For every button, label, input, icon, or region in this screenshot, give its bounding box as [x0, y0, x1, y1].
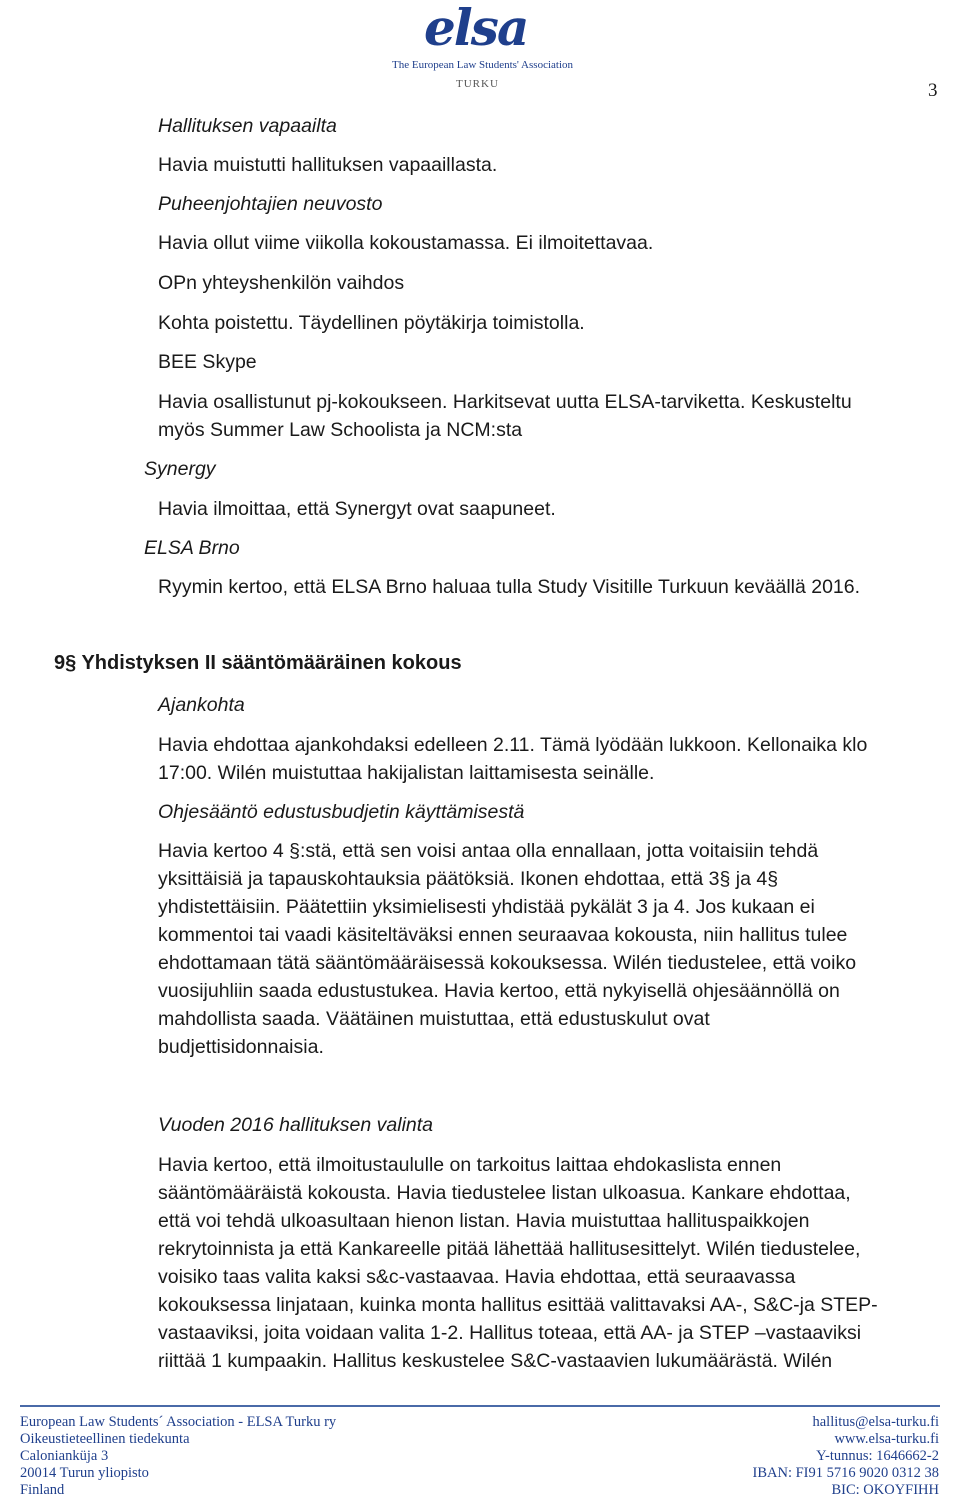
logo-subtitle: The European Law Students' Association — [392, 59, 574, 71]
footer-bic: BIC: OKOYFIHH — [831, 1482, 939, 1498]
heading-ajankohta: Ajankohta — [158, 694, 245, 716]
paragraph-bee-line-2: myös Summer Law Schoolista ja NCM:sta — [158, 419, 523, 441]
text-line: kokouksessa linjataan, kuinka monta hallitus esittää valittavaksi AA-, S&C-ja STEP- — [158, 1294, 878, 1316]
logo-wordmark: elsa — [424, 0, 528, 57]
heading-hallituksen-valinta: Vuoden 2016 hallituksen valinta — [158, 1114, 434, 1136]
paragraph-synergy: Havia ilmoittaa, että Synergyt ovat saapuneet. — [158, 498, 556, 520]
paragraph-brno: Ryymin kertoo, että ELSA Brno haluaa tulla Study Visitille Turkuun keväällä 2016. — [158, 576, 861, 598]
footer-iban: IBAN: FI91 5716 9020 0312 38 — [752, 1465, 939, 1481]
footer-postal: 20014 Turun yliopisto — [20, 1465, 149, 1481]
heading-synergy: Synergy — [144, 458, 216, 480]
footer-business-id: Y-tunnus: 1646662-2 — [816, 1448, 939, 1464]
paragraph-ajankohta-line-2: 17:00. Wilén muistuttaa hakijalistan laittamisesta seinälle. — [158, 762, 655, 784]
footer-faculty: Oikeustieteellinen tiedekunta — [20, 1431, 190, 1447]
elsa-logo — [392, 0, 574, 94]
text-line: riittää 1 kumpaakin. Hallitus keskustelee S&C-vastaavien lukumäärästä. Wilén — [158, 1350, 833, 1372]
text-line: kommentoi tai vaadi käsiteltäväksi ennen seuraavaa kokousta, niin hallitus tulee — [158, 924, 848, 946]
footer-divider — [20, 1405, 940, 1407]
page-number: 3 — [928, 80, 938, 101]
paragraph-ajankohta-line-1: Havia ehdottaa ajankohdaksi edelleen 2.11. Tämä lyödään lukkoon. Kellonaika klo — [158, 734, 868, 756]
paragraph-bee-line-1: Havia osallistunut pj-kokoukseen. Harkitsevat uutta ELSA-tarviketta. Keskusteltu — [158, 391, 852, 413]
text-line: mahdollista saada. Väätäinen muistuttaa, että edustuskulut ovat — [158, 1008, 710, 1030]
paragraph-op: Kohta poistettu. Täydellinen pöytäkirja toimistolla. — [158, 312, 585, 334]
heading-ohjesaanto: Ohjesääntö edustusbudjetin käyttämisestä — [158, 801, 525, 823]
paragraph-vapaailta: Havia muistutti hallituksen vapaaillasta. — [158, 154, 498, 176]
text-line: Havia kertoo 4 §:stä, että sen voisi antaa olla ennallaan, jotta voitaisiin tehdä — [158, 840, 819, 862]
text-line: Havia kertoo, että ilmoitustaululle on tarkoitus laittaa ehdokaslista ennen — [158, 1154, 782, 1176]
heading-vapaailta: Hallituksen vapaailta — [158, 115, 337, 137]
heading-bee: BEE Skype — [158, 351, 257, 373]
text-line: voisiko taas valita kaksi s&c-vastaavaa. Havia ehdottaa, että seuraavassa — [158, 1266, 796, 1288]
text-line: ehdottamaan tätä sääntömääräisessä kokouksessa. Wilén tiedustelee, että voiko — [158, 952, 857, 974]
heading-neuvosto: Puheenjohtajien neuvosto — [158, 193, 383, 215]
text-line: rekrytoinnista ja että Kankareelle pitää lähettää hallitusesittelyt. Wilén tiedustelee, — [158, 1238, 861, 1260]
logo-city: TURKU — [456, 78, 499, 90]
text-line: budjettisidonnaisia. — [158, 1036, 324, 1058]
text-line: vuosijuhliin saada edustustukea. Havia kertoo, että nykyisellä ohjesäännöllä on — [158, 980, 840, 1002]
text-line: vastaaviksi, joita voidaan valita 1-2. Hallitus toteaa, että AA- ja STEP –vastaaviksi — [158, 1322, 862, 1344]
paragraph-neuvosto: Havia ollut viime viikolla kokoustamassa. Ei ilmoitettavaa. — [158, 232, 654, 254]
footer-email: hallitus@elsa-turku.fi — [812, 1414, 939, 1430]
text-line: yhdistettäisiin. Päätettiin yksimielisesti yhdistää pykälät 3 ja 4. Jos kukaan ei — [158, 896, 815, 918]
paragraph-ohjesaanto — [158, 837, 856, 1061]
footer-website: www.elsa-turku.fi — [834, 1431, 939, 1447]
paragraph-hallituksen-valinta — [158, 1151, 878, 1375]
text-line: että voi tehdä ulkoasultaan hienon listan. Havia muistuttaa hallituspaikkojen — [158, 1210, 810, 1232]
heading-brno: ELSA Brno — [144, 537, 240, 559]
heading-op: OPn yhteyshenkilön vaihdos — [158, 272, 405, 294]
footer-org-name: European Law Students´ Association - ELSA Turku ry — [20, 1414, 337, 1430]
text-line: yksittäisiä ja tapauskohtauksia päätöksiä. Ikonen ehdottaa, että 3§ ja 4§ — [158, 868, 779, 890]
text-line: sääntömääräistä kokousta. Havia tiedustelee listan ulkoasua. Kankare ehdottaa, — [158, 1182, 851, 1204]
footer-country: Finland — [20, 1482, 65, 1498]
footer-street: Calonianküja 3 — [20, 1448, 109, 1464]
section-heading-9: 9§ Yhdistyksen II sääntömääräinen kokous — [54, 652, 462, 674]
